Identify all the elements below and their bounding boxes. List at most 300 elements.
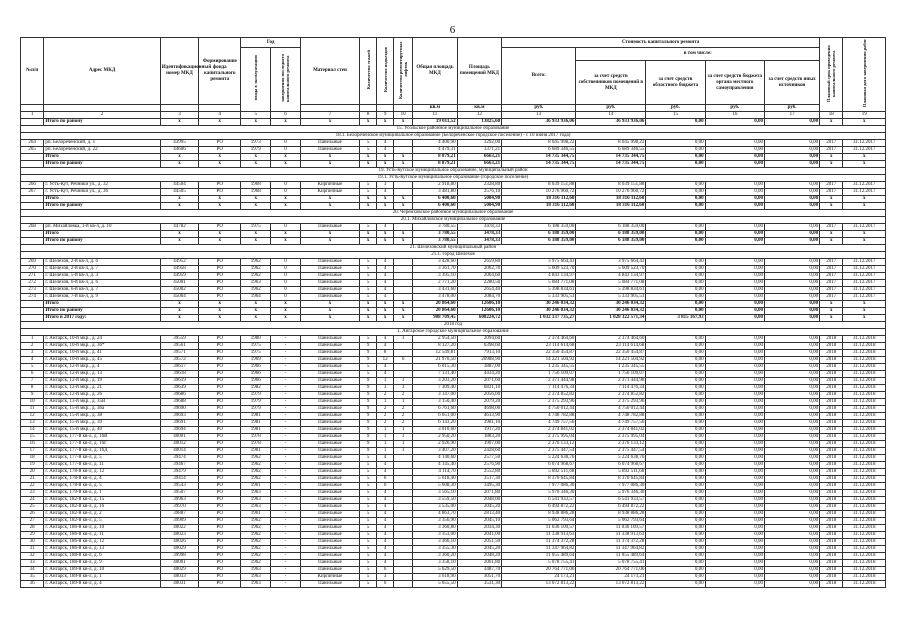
table-cell: 2 374 841,02 [576,427,646,434]
table-cell: Панельные [300,490,359,497]
table-cell: 10 276 960,72 [576,189,646,196]
table-cell: 2 375 293,96 [576,399,646,406]
table-cell: 5 062 793,64 [576,518,646,525]
table-cell: 267 [21,189,44,196]
table-cell: 0 [271,280,301,287]
table-row [21,385,886,392]
table-cell: РО [199,441,241,448]
table-cell: 0 [271,266,301,273]
table-cell: 39970 [160,504,198,511]
table-cell: 11 374 372,28 [502,539,576,546]
table-cell: Панельные [300,448,359,455]
table-cell [21,231,44,238]
table-cell: 0,00 [646,532,705,539]
table-cell: 19 011,52 [413,119,458,126]
table-cell: 5 062 793,64 [502,518,576,525]
table-cell: x [300,196,359,203]
table-cell: 3478,33 [457,231,502,238]
total-row [21,238,886,245]
header-num: №п/п [21,38,44,105]
table-cell: x [199,315,241,322]
table-cell: 21 970,50 [413,357,458,364]
table-cell: Панельные [300,378,359,385]
table-cell: x [199,196,241,203]
table-cell: 1 [377,448,394,455]
table-cell: 0,00 [646,525,705,532]
table-cell: - [271,539,301,546]
table-cell: г. Ангарск, 10-й мкр., д. 24 [44,336,161,343]
table-cell: Панельные [300,287,359,294]
table-cell: 1 756 109,07 [502,371,576,378]
table-cell: - [271,525,301,532]
table-cell: 2 [394,392,413,399]
table-cell: 0,00 [765,154,820,161]
table-cell: x [199,119,241,126]
table-cell: 0,00 [646,189,705,196]
table-cell: 2018 [820,448,843,455]
section-header-row [21,322,886,329]
table-cell: 0,00 [705,455,764,462]
table-cell: 9 [360,385,377,392]
table-cell: 2 [377,392,394,399]
table-cell: 0 [271,140,301,147]
table-cell: 40023 [160,532,198,539]
table-cell: 8 127,20 [413,343,458,350]
table-cell: 0,00 [705,420,764,427]
table-cell: 31.12.2018 [843,427,886,434]
table-cell: 4 [377,364,394,371]
table-cell: 10 [21,399,44,406]
table-cell: 0,00 [705,427,764,434]
table-cell: г. Ангарск, 12-й мкр., д. 4 [44,364,161,371]
table-cell: x [241,196,271,203]
table-cell: x [360,301,377,308]
table-cell: 3 815 167,93 [646,315,705,322]
table-cell: 2017 [820,294,843,301]
table-cell: 18 316 112,60 [502,196,576,203]
table-cell: 35 [21,574,44,581]
table-cell: 31.12.2017 [843,189,886,196]
table-cell [394,140,413,147]
table-cell: г. Ангарск, 186-й кв-л, д. 10 [44,525,161,532]
table-cell: x [377,238,394,245]
table-cell [394,350,413,357]
table-cell: 8 879,21 [413,161,458,168]
table-cell: 0,00 [646,539,705,546]
total-row [21,301,886,308]
section-title: 20.1. Михайловское муниципальное образование [21,217,886,224]
table-cell: 2576,10 [457,189,502,196]
table-cell: РО [199,455,241,462]
table-cell: 1 [377,427,394,434]
table-cell: 1 [21,336,44,343]
table-cell [394,469,413,476]
table-cell: 5 [360,287,377,294]
table-cell: - [271,441,301,448]
table-cell: 0,00 [765,287,820,294]
table-cell: Панельные [300,434,359,441]
table-cell: 1981 [241,448,271,455]
table-cell: 0,00 [705,406,764,413]
table-cell: 31.12.2018 [843,385,886,392]
table-cell: 0,00 [646,581,705,588]
table-cell: 3 975 664,43 [502,259,576,266]
table-cell: 3 535,00 [413,504,458,511]
table-cell: г. Ангарск, 12-й мкр., д. 13 [44,371,161,378]
table-cell: 0,00 [646,294,705,301]
table-cell: 39619 [160,378,198,385]
table-cell: 5 [360,518,377,525]
table-cell: 31.12.2018 [843,350,886,357]
table-cell: 18 [21,455,44,462]
table-cell: 11 338 913,63 [576,532,646,539]
table-cell: 2045,10 [457,518,502,525]
table-cell: 2062,70 [457,266,502,273]
table-row [21,364,886,371]
table-cell: Панельные [300,399,359,406]
table-cell: 2280,50 [457,280,502,287]
section-header-row [21,217,886,224]
table-cell: 0,00 [765,539,820,546]
table-cell: 8 938 886,28 [502,511,576,518]
table-cell: Кирпичные [300,189,359,196]
table-row [21,448,886,455]
table-cell: 2 771,20 [413,280,458,287]
table-cell: 0,00 [705,357,764,364]
table-cell: г. Шелехов, 5-й кв-л, д. 3 [44,273,161,280]
table-cell: x [160,231,198,238]
table-cell: 5 [360,364,377,371]
table-cell: 5 [360,182,377,189]
table-cell: 5 892 511,68 [502,469,576,476]
table-row [21,350,886,357]
table-cell: 0,00 [705,182,764,189]
table-cell [394,511,413,518]
table-cell: 31.12.2018 [843,574,886,581]
table-cell: 1963 [241,504,271,511]
table-cell: Панельные [300,336,359,343]
table-cell [394,532,413,539]
table-cell: РО [199,427,241,434]
table-cell: x [160,301,198,308]
table-cell: 5 [360,147,377,154]
table-cell: 6 541 933,57 [502,497,576,504]
column-number: 3 [160,112,198,119]
table-cell: г. Ангарск, 15-й мкр., д. 36а [44,406,161,413]
table-cell: 2018 [820,455,843,462]
table-cell: 2017 [820,280,843,287]
table-cell: x [394,161,413,168]
table-cell: 31.12.2018 [843,490,886,497]
table-cell: 44505 [160,189,198,196]
table-row [21,147,886,154]
table-row [21,483,886,490]
table-cell: x [271,196,301,203]
table-cell [394,294,413,301]
table-cell: 2 926,90 [413,441,458,448]
table-cell: 5 [360,511,377,518]
column-number: 13 [502,112,576,119]
table-cell: 2045,20 [457,546,502,553]
table-cell: 4 145,40 [413,462,458,469]
table-cell: 1969 [241,357,271,364]
table-cell: 0,00 [765,497,820,504]
table-cell: Панельные [300,413,359,420]
table-cell: 2018 [820,392,843,399]
table-cell: 4 [377,497,394,504]
table-cell: РО [199,511,241,518]
table-cell: 0,00 [705,231,764,238]
table-cell: x [377,308,394,315]
table-cell: 3 147,00 [413,392,458,399]
table-cell: Панельные [300,350,359,357]
total-row [21,315,886,322]
table-cell: 6 188 359,00 [576,231,646,238]
table-cell: 5 976 346,30 [576,490,646,497]
table-cell: 0,00 [705,280,764,287]
table-cell: 31.12.2018 [843,420,886,427]
table-cell: 0,00 [705,371,764,378]
table-cell: 3 565,10 [413,490,458,497]
table-cell [21,161,44,168]
table-cell: 0,00 [705,140,764,147]
column-number: 7 [300,112,359,119]
table-cell: 2 375 447,54 [576,448,646,455]
table-cell: 39887 [160,511,198,518]
table-row [21,357,886,364]
table-row [21,371,886,378]
table-cell: 6398,60 [457,343,502,350]
table-cell: 0,00 [765,350,820,357]
table-cell: 39694 [160,427,198,434]
table-cell: 2 [394,406,413,413]
table-row [21,581,886,588]
table-cell: 2 [377,420,394,427]
table-cell: 34 [21,567,44,574]
table-cell: 20 764 771,06 [502,567,576,574]
table-cell: 31.12.2018 [843,469,886,476]
table-cell: 2018 [820,371,843,378]
table-cell: 1 [377,434,394,441]
table-cell: РО [199,399,241,406]
table-cell: 2034,30 [457,525,502,532]
table-cell: 2017 [820,147,843,154]
table-cell: 8 [377,350,394,357]
table-cell: 1 028 322 571,34 [576,315,646,322]
table-cell: x [820,231,843,238]
table-cell [21,315,44,322]
table-cell: РО [199,140,241,147]
table-cell: РО [199,469,241,476]
table-cell: 24 173,21 [576,574,646,581]
table-cell: РО [199,413,241,420]
table-cell: г. Ангарск, 182-й кв-л, д. 15 [44,497,161,504]
table-cell: РО [199,385,241,392]
column-number: 1 [21,112,44,119]
table-cell: 31.12.2018 [843,364,886,371]
table-cell: 608224,72 [457,315,502,322]
table-cell [394,525,413,532]
table-cell: 0,00 [765,301,820,308]
header-entrances: Количество подъездов [382,46,388,93]
table-cell: 1962 [241,553,271,560]
table-cell: 6 [394,357,413,364]
table-cell: x [300,161,359,168]
table-cell: 1979 [241,392,271,399]
table-cell: 0,00 [765,413,820,420]
table-cell: x [377,119,394,126]
table-cell: 4 [377,490,394,497]
table-cell: 43995 [160,140,198,147]
table-cell: 5 [360,189,377,196]
table-cell: Панельные [300,364,359,371]
table-cell: 0 [271,224,301,231]
table-cell: x [360,196,377,203]
table-cell: 31.12.2017 [843,259,886,266]
table-cell: 31.12.2018 [843,560,886,567]
table-cell: 3478,33 [457,224,502,231]
table-cell: г. Ангарск, 189-й кв-л, д. 1 [44,574,161,581]
table-cell: 1962 [241,476,271,483]
table-cell: 8 938 886,28 [576,511,646,518]
table-cell: 2018 [820,364,843,371]
table-cell: x [160,154,198,161]
table-cell: 4 843 134,97 [502,273,576,280]
table-cell [394,343,413,350]
table-cell: 2 371 444,98 [502,378,576,385]
table-cell: x [394,231,413,238]
table-cell: 0,00 [765,511,820,518]
table-cell: 2017 [820,273,843,280]
table-cell: 0,00 [705,399,764,406]
header-year-group: Год [241,38,300,48]
table-cell: 0,00 [705,413,764,420]
table-cell: 4 [377,525,394,532]
column-number: 12 [457,112,502,119]
table-cell: 0,00 [765,161,820,168]
table-cell: 31.12.2017 [843,224,886,231]
table-cell: 2 918,80 [413,182,458,189]
table-cell: 4 [377,294,394,301]
table-cell: 2018 [820,434,843,441]
table-cell: 2 [377,413,394,420]
table-cell: 0,00 [646,364,705,371]
table-cell: 6 188 359,00 [502,224,576,231]
table-cell: 0,00 [765,434,820,441]
header-total-area: Общая площадь МКД [413,38,458,105]
table-cell: 5 333 905,53 [502,294,576,301]
table-cell: 3 010,60 [413,427,458,434]
table-cell: 8 039 151,88 [502,182,576,189]
table-cell: 31.12.2017 [843,140,886,147]
table-cell: - [271,504,301,511]
table-cell: 1 032 137 735,27 [502,315,576,322]
table-cell: Итого по району [44,238,161,245]
table-cell: 3 [21,350,44,357]
table-cell: Панельные [300,427,359,434]
table-cell: x [241,154,271,161]
table-cell: 0,00 [646,546,705,553]
table-cell: 0,00 [705,119,764,126]
table-cell: 31.12.2017 [843,182,886,189]
table-cell: 0,00 [765,189,820,196]
table-cell: 0,00 [765,441,820,448]
table-cell: 4 [377,462,394,469]
table-cell: x [360,119,377,126]
table-cell: 6 689 346,55 [576,147,646,154]
table-cell: 0,00 [705,154,764,161]
table-cell: РО [199,336,241,343]
header-living-area: Площадь помещений МКД [457,38,502,105]
table-cell: 31.12.2018 [843,553,886,560]
table-cell: 5 [360,504,377,511]
table-cell: 0,00 [705,315,764,322]
table-cell: 39571 [160,350,198,357]
table-cell: 20988,90 [457,357,502,364]
table-cell: x [843,119,886,126]
table-cell: 4 [377,147,394,154]
table-cell: 2017 [820,266,843,273]
table-cell: 31.12.2017 [843,266,886,273]
table-cell: 0,00 [705,273,764,280]
table-cell: x [820,238,843,245]
table-cell: 5 333 905,53 [576,294,646,301]
table-cell: г. Ангарск, 177-й кв-л, д. 11 [44,462,161,469]
table-cell: Панельные [300,476,359,483]
table-cell: 19 [21,462,44,469]
table-cell: 0,00 [765,448,820,455]
table-cell: 5 [360,462,377,469]
table-cell: 2018 [820,462,843,469]
table-cell: 0,00 [646,385,705,392]
table-cell: 2018 [820,539,843,546]
table-cell: РО [199,378,241,385]
table-cell: 0,00 [705,343,764,350]
table-cell: - [271,399,301,406]
table-cell: 4 114,70 [413,469,458,476]
total-row [21,231,886,238]
table-cell: 14 735 344,75 [576,154,646,161]
table-cell: 0,00 [646,560,705,567]
table-cell: Панельные [300,385,359,392]
table-cell: 1 235 345,55 [502,364,576,371]
table-cell: 0,00 [646,161,705,168]
table-cell: 0,00 [646,266,705,273]
column-number: 6 [271,112,301,119]
table-cell: x [843,308,886,315]
table-cell [394,462,413,469]
table-cell: 269 [21,259,44,266]
table-cell: 6 [377,567,394,574]
table-cell: 21 [21,476,44,483]
table-row [21,280,886,287]
table-cell [394,553,413,560]
table-cell: x [199,161,241,168]
table-row [21,294,886,301]
table-cell: 0,00 [705,301,764,308]
table-cell: 3 360,20 [413,553,458,560]
table-cell: 4 750 012,44 [576,406,646,413]
table-cell: 7 [21,378,44,385]
section-title: 20. Черемховское районное муниципальное образование [21,210,886,217]
header-year-commission: ввода в эксплуатацию [253,55,259,101]
table-cell: 0,00 [765,490,820,497]
table-cell: 39618 [160,371,198,378]
table-cell: 0,00 [646,399,705,406]
table-cell: x [377,161,394,168]
table-cell: 24 [21,497,44,504]
table-cell: 1 [377,399,394,406]
